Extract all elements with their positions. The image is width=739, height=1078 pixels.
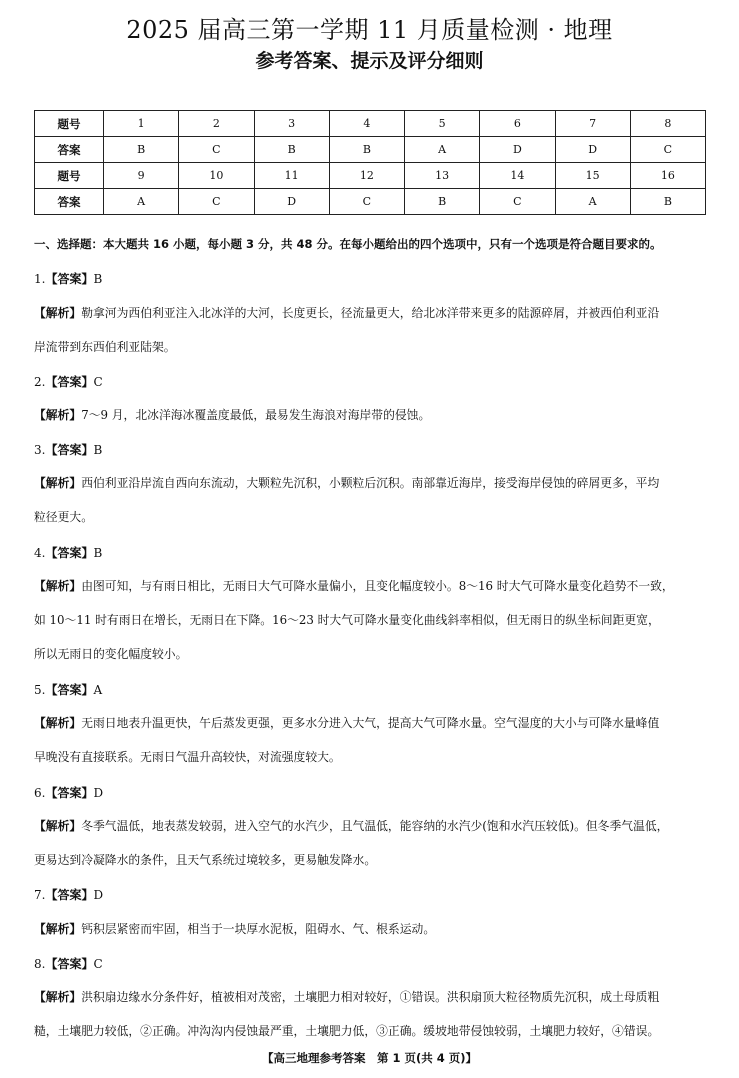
question-answer xyxy=(34,441,102,458)
answer-tag: 【答案】 xyxy=(45,443,94,457)
table-cell: A xyxy=(104,189,179,215)
question-answer xyxy=(34,270,102,287)
analysis-line: 7～9 月，北冰洋海冰覆盖度最低，最易发生海浪对海岸带的侵蚀。 xyxy=(81,408,431,422)
analysis-line: 早晚没有直接联系。无雨日气温升高较快，对流强度较大。 xyxy=(34,750,341,764)
table-cell: 8 xyxy=(630,111,705,137)
table-cell: 13 xyxy=(405,163,480,189)
table-cell: B xyxy=(254,137,329,163)
question-answer xyxy=(34,784,103,801)
answer-value: D xyxy=(93,786,104,800)
question-answer xyxy=(34,373,103,390)
answer-tag: 【答案】 xyxy=(45,546,94,560)
answer-value: B xyxy=(93,443,103,457)
row-label: 题号 xyxy=(35,163,104,189)
analysis-line: 粒径更大。 xyxy=(34,510,93,524)
table-cell: D xyxy=(555,137,630,163)
row-label: 题号 xyxy=(35,111,104,137)
table-cell: 9 xyxy=(104,163,179,189)
answer-table xyxy=(34,110,706,215)
answer-value: C xyxy=(93,957,103,971)
analysis-line: 勒拿河为西伯利亚注入北冰洋的大河，长度更长，径流量更大，给北冰洋带来更多的陆源碎屑，并被西伯利亚沿 xyxy=(81,306,660,320)
analysis-tag: 【解析】 xyxy=(34,990,82,1004)
table-cell: C xyxy=(179,137,254,163)
question-analysis xyxy=(34,569,716,671)
table-cell: 3 xyxy=(254,111,329,137)
answer-value: D xyxy=(93,888,104,902)
table-cell: A xyxy=(555,189,630,215)
table-cell: C xyxy=(630,137,705,163)
table-cell: 5 xyxy=(405,111,480,137)
table-cell: B xyxy=(405,189,480,215)
analysis-tag: 【解析】 xyxy=(34,819,82,833)
table-cell: 16 xyxy=(630,163,705,189)
answer-value: A xyxy=(93,683,103,697)
page-subtitle: 参考答案、提示及评分细则 xyxy=(255,50,484,72)
table-cell: B xyxy=(329,137,404,163)
question-analysis xyxy=(34,980,716,1048)
question-analysis xyxy=(34,706,716,774)
question-number: 1. xyxy=(34,272,46,286)
answer-value: C xyxy=(93,375,103,389)
question-number: 2. xyxy=(34,375,46,389)
table-cell: D xyxy=(254,189,329,215)
analysis-line: 更易达到冷凝降水的条件，且天气系统过境较多，更易触发降水。 xyxy=(34,853,377,867)
analysis-line: 钙积层紧密而牢固，相当于一块厚水泥板，阻碍水、气、根系运动。 xyxy=(81,922,436,936)
table-row xyxy=(35,111,706,137)
table-row xyxy=(35,137,706,163)
question-number: 3. xyxy=(34,443,46,457)
analysis-line: 冬季气温低，地表蒸发较弱，进入空气的水汽少，且气温低，能容纳的水汽少(饱和水汽压较低)。但冬季气温低， xyxy=(81,819,669,833)
analysis-line: 糙，土壤肥力较低，②正确。冲沟沟内侵蚀最严重，土壤肥力低，③正确。缓坡地带侵蚀较弱，土壤肥力较好，④错误。 xyxy=(34,1024,660,1038)
table-cell: B xyxy=(630,189,705,215)
question-analysis xyxy=(34,296,716,364)
question-analysis xyxy=(34,809,716,877)
analysis-line: 洪积扇边缘水分条件好，植被相对茂密，土壤肥力相对较好，①错误。洪积扇顶大粒径物质先沉积，成土母质粗 xyxy=(81,990,660,1004)
page-title: 2025 届高三第一学期 11 月质量检测 · 地理 xyxy=(126,16,613,44)
table-cell: C xyxy=(329,189,404,215)
answer-tag: 【答案】 xyxy=(45,888,94,902)
analysis-line: 所以无雨日的变化幅度较小。 xyxy=(34,647,188,661)
analysis-line: 由图可知，与有雨日相比，无雨日大气可降水量偏小，且变化幅度较小。8～16 时大气可降水量变化趋势不一致， xyxy=(81,579,674,593)
analysis-line: 如 10～11 时有雨日在增长，无雨日在下降。16～23 时大气可降水量变化曲线斜率相似，但无雨日的纵坐标间距更宽， xyxy=(34,613,660,627)
table-row xyxy=(35,189,706,215)
table-cell: 4 xyxy=(329,111,404,137)
page-footer: 【高三地理参考答案 第 1 页(共 4 页)】 xyxy=(261,1051,478,1065)
question-number: 6. xyxy=(34,786,46,800)
question-number: 8. xyxy=(34,957,46,971)
question-analysis xyxy=(34,912,716,946)
question-answer xyxy=(34,955,103,972)
table-cell: 1 xyxy=(104,111,179,137)
table-cell: 14 xyxy=(480,163,555,189)
answer-tag: 【答案】 xyxy=(45,272,94,286)
analysis-tag: 【解析】 xyxy=(34,306,82,320)
answer-value: B xyxy=(93,272,103,286)
answer-tag: 【答案】 xyxy=(45,957,94,971)
answer-tag: 【答案】 xyxy=(45,683,94,697)
table-cell: 10 xyxy=(179,163,254,189)
question-answer xyxy=(34,544,102,561)
table-cell: B xyxy=(104,137,179,163)
table-row xyxy=(35,163,706,189)
row-label: 答案 xyxy=(35,137,104,163)
question-number: 7. xyxy=(34,888,46,902)
answer-tag: 【答案】 xyxy=(45,786,94,800)
question-analysis xyxy=(34,398,716,432)
answer-tag: 【答案】 xyxy=(45,375,94,389)
table-cell: 12 xyxy=(329,163,404,189)
analysis-line: 西伯利亚沿岸流自西向东流动，大颗粒先沉积，小颗粒后沉积。南部靠近海岸，接受海岸侵蚀的碎屑更多，平均 xyxy=(81,476,660,490)
question-answer xyxy=(34,886,103,903)
row-label: 答案 xyxy=(35,189,104,215)
table-cell: C xyxy=(179,189,254,215)
table-cell: 7 xyxy=(555,111,630,137)
analysis-line: 无雨日地表升温更快，午后蒸发更强，更多水分进入大气，提高大气可降水量。空气湿度的大小与可降水量峰值 xyxy=(81,716,660,730)
section-heading: 一、选择题：本大题共 16 小题，每小题 3 分，共 48 分。在每小题给出的四个选项中，只有一个选项是符合题目要求的。 xyxy=(34,237,662,251)
table-cell: D xyxy=(480,137,555,163)
question-answer xyxy=(34,681,102,698)
question-number: 5. xyxy=(34,683,46,697)
answer-value: B xyxy=(93,546,103,560)
table-cell: 15 xyxy=(555,163,630,189)
table-cell: C xyxy=(480,189,555,215)
analysis-tag: 【解析】 xyxy=(34,476,82,490)
analysis-tag: 【解析】 xyxy=(34,579,82,593)
analysis-tag: 【解析】 xyxy=(34,716,82,730)
analysis-tag: 【解析】 xyxy=(34,922,82,936)
table-cell: A xyxy=(405,137,480,163)
table-cell: 11 xyxy=(254,163,329,189)
table-cell: 2 xyxy=(179,111,254,137)
question-analysis xyxy=(34,466,716,534)
analysis-line: 岸流带到东西伯利亚陆架。 xyxy=(34,340,176,354)
table-cell: 6 xyxy=(480,111,555,137)
question-number: 4. xyxy=(34,546,46,560)
analysis-tag: 【解析】 xyxy=(34,408,82,422)
